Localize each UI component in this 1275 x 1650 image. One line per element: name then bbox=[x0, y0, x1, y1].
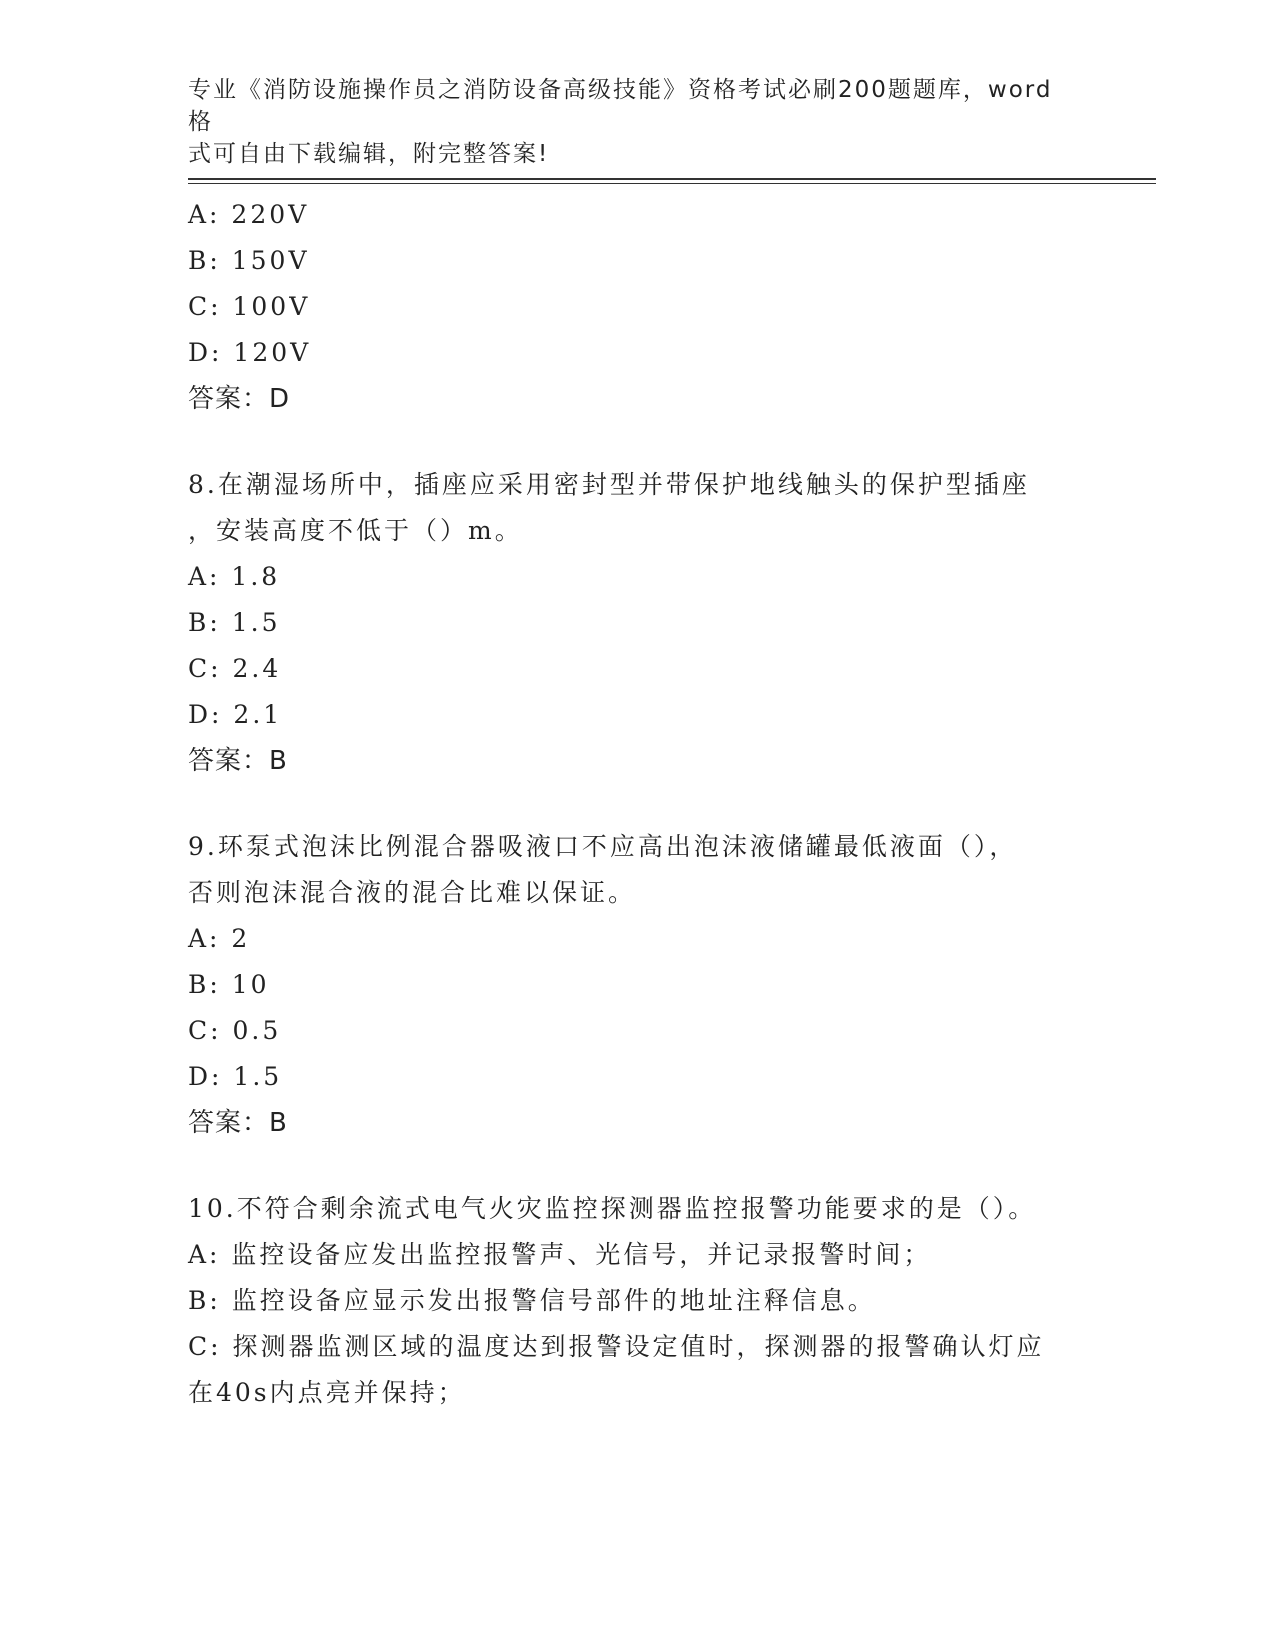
header-line-2: 式可自由下载编辑，附完整答案! bbox=[188, 141, 550, 167]
option-a: A: 2 bbox=[188, 924, 251, 953]
question-8-block bbox=[188, 462, 1088, 784]
option-b: B: 150V bbox=[188, 246, 310, 275]
question-7-block bbox=[188, 192, 1088, 422]
question-10-block bbox=[188, 1186, 1088, 1416]
option-b: B: 10 bbox=[188, 970, 270, 999]
header-divider-thin bbox=[188, 183, 1156, 184]
question-9-block bbox=[188, 824, 1088, 1146]
document-header bbox=[188, 74, 1068, 170]
header-divider-thick bbox=[188, 178, 1156, 180]
option-c-line-1: C: 探测器监测区域的温度达到报警设定值时，探测器的报警确认灯应 bbox=[188, 1332, 1045, 1361]
question-8-text-line-2: ，安装高度不低于（）m。 bbox=[188, 516, 523, 545]
option-a: A: 1.8 bbox=[188, 562, 281, 591]
option-c: C: 2.4 bbox=[188, 654, 282, 683]
answer-text: 答案：D bbox=[188, 384, 291, 414]
option-c: C: 0.5 bbox=[188, 1016, 282, 1045]
option-a: A: 监控设备应发出监控报警声、光信号，并记录报警时间； bbox=[188, 1240, 932, 1269]
option-c: C: 100V bbox=[188, 292, 311, 321]
question-10-text: 10.不符合剩余流式电气火灾监控探测器监控报警功能要求的是（）。 bbox=[188, 1194, 1037, 1223]
option-b: B: 1.5 bbox=[188, 608, 281, 637]
question-8-text-line-1: 8.在潮湿场所中，插座应采用密封型并带保护地线触头的保护型插座 bbox=[188, 470, 1030, 499]
option-d: D: 120V bbox=[188, 338, 312, 367]
document-content bbox=[188, 192, 1088, 1416]
option-b: B: 监控设备应显示发出报警信号部件的地址注释信息。 bbox=[188, 1286, 876, 1315]
question-9-text-line-2: 否则泡沫混合液的混合比难以保证。 bbox=[188, 878, 637, 907]
header-line-1: 专业《消防设施操作员之消防设备高级技能》资格考试必刷200题题库，word格 bbox=[188, 77, 1053, 135]
option-c-line-2: 在40s内点亮并保持； bbox=[188, 1378, 466, 1407]
answer-text: 答案：B bbox=[188, 1108, 288, 1138]
option-a: A: 220V bbox=[188, 200, 310, 229]
option-d: D: 1.5 bbox=[188, 1062, 283, 1091]
option-d: D: 2.1 bbox=[188, 700, 283, 729]
answer-text: 答案：B bbox=[188, 746, 288, 776]
question-9-text-line-1: 9.环泵式泡沫比例混合器吸液口不应高出泡沫液储罐最低液面（）， bbox=[188, 832, 1018, 861]
